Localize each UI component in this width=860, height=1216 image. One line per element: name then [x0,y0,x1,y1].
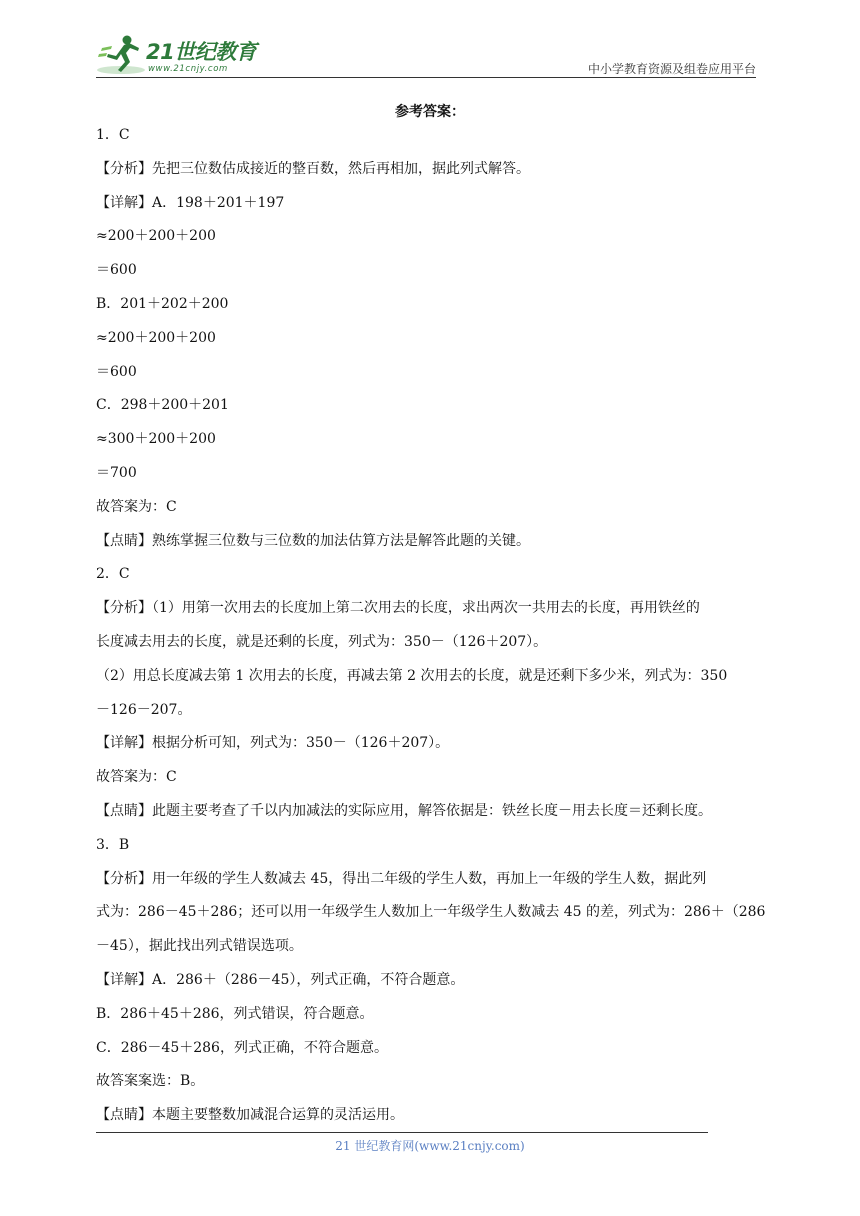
answer-line: B．286＋45＋286，列式错误，符合题意。 [96,1005,374,1022]
answer-line: ≈200＋200＋200 [96,329,216,346]
answer-line: C．286－45＋286，列式正确，不符合题意。 [96,1039,388,1056]
platform-label: 中小学教育资源及组卷应用平台 [587,62,756,76]
runner-logo-icon [96,32,146,78]
answer-line: ＝700 [96,464,137,481]
answer-line: 【点睛】熟练掌握三位数与三位数的加法估算方法是解答此题的关键。 [96,532,530,549]
answer-line: 【分析】用一年级的学生人数减去 45，得出二年级的学生人数，再加上一年级的学生人数，据此列 [96,870,707,887]
answer-line: 【详解】A．286＋（286－45），列式正确，不符合题意。 [96,971,465,988]
answer-line: 【详解】A．198＋201＋197 [96,194,285,211]
answer-line: 【分析】先把三位数估成接近的整百数，然后再相加，据此列式解答。 [96,160,530,177]
answer-line: 3．B [96,836,130,853]
answer-line: 式为：286－45＋286；还可以用一年级学生人数加上一年级学生人数减去 45 的差，列式为：286＋（286 [96,904,766,921]
header-divider [96,77,756,78]
answer-line: 【详解】根据分析可知，列式为：350－（126＋207）。 [96,735,450,752]
answer-line: 长度减去用去的长度，就是还剩的长度，列式为：350－（126＋207）。 [96,633,548,650]
logo-text: 21世纪教育 [146,40,257,64]
answer-line: 2．C [96,566,130,583]
page-title: 参考答案： [395,104,465,120]
answer-line: －45），据此找出列式错误选项。 [96,938,303,955]
answer-line: B．201＋202＋200 [96,295,229,312]
answer-line: C．298＋200＋201 [96,397,229,414]
logo-url: www.21cnjy.com [148,64,228,74]
answer-line: 1．C [96,127,130,143]
answer-line: ≈200＋200＋200 [96,228,216,245]
answer-line: 【分析】（1）用第一次用去的长度加上第二次用去的长度，求出两次一共用去的长度，再用铁丝的 [96,600,700,617]
logo [96,32,266,78]
answer-line: 【点睛】本题主要整数加减混合运算的灵活运用。 [96,1107,404,1124]
page-header [96,30,756,80]
answer-line: 故答案为：C [96,769,177,786]
answer-line: －126－207。 [96,701,192,718]
answer-line: （2）用总长度减去第 1 次用去的长度，再减去第 2 次用去的长度，就是还剩下多少米，列式为：350 [96,667,728,684]
answer-content [96,124,764,1138]
answer-line: 故答案案选：B。 [96,1073,205,1090]
footer-link[interactable]: 21 世纪教育网(www.21cnjy.com) [335,1139,525,1153]
answer-line: ＝600 [96,262,137,279]
footer-divider [96,1132,708,1133]
answer-line: 【点睛】此题主要考查了千以内加减法的实际应用，解答依据是：铁丝长度－用去长度＝还剩长度。 [96,802,712,819]
answer-line: ＝600 [96,363,137,380]
answer-line: ≈300＋200＋200 [96,431,216,448]
answer-line: 故答案为：C [96,498,177,515]
